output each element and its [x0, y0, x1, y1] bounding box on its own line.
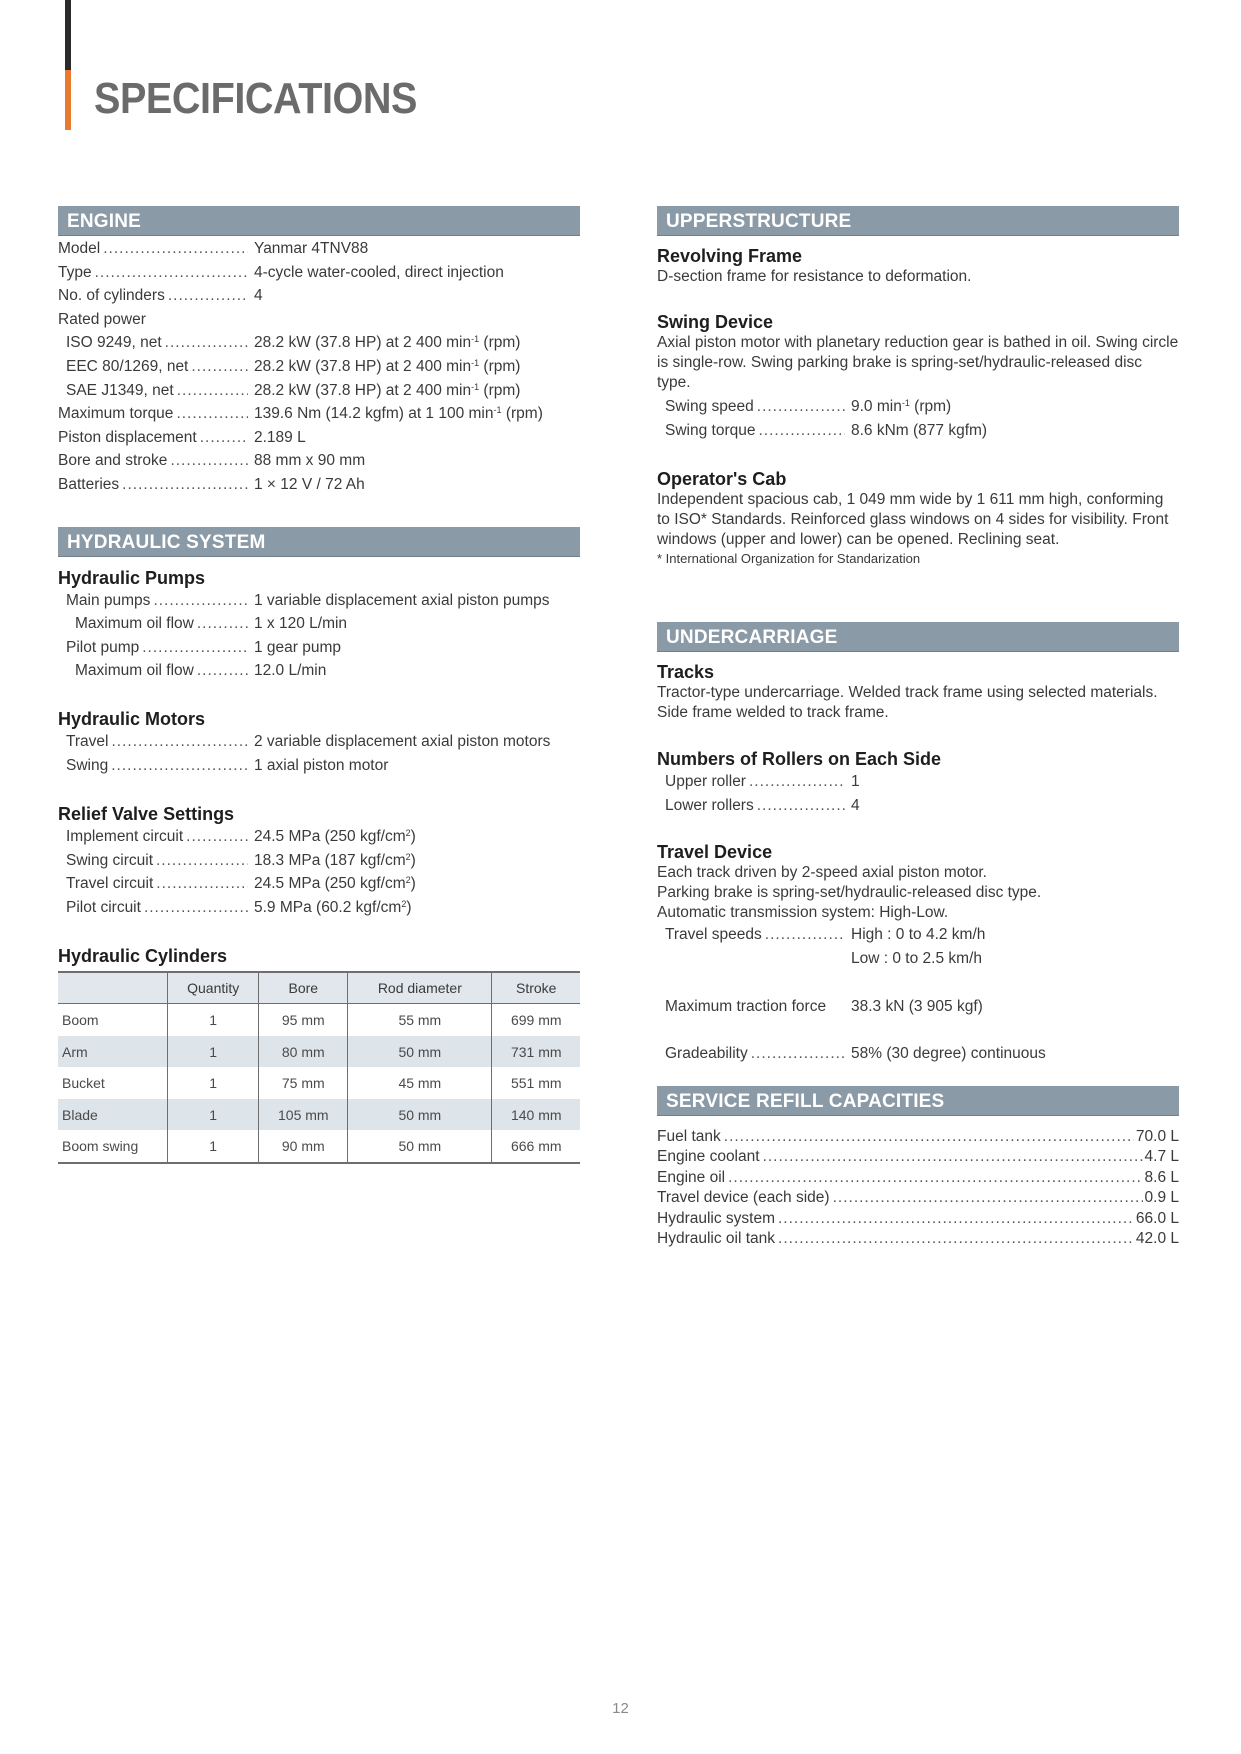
spec-value: 38.3 kN (3 905 kgf)	[851, 997, 983, 1015]
spec-row	[58, 589, 580, 613]
table-cell: 1	[168, 1004, 259, 1036]
spec-row	[657, 1042, 1179, 1066]
rollers-title: Numbers of Rollers on Each Side	[657, 749, 942, 770]
spec-row	[657, 770, 1179, 794]
table-cell: 140 mm	[492, 1099, 580, 1131]
spec-row	[58, 754, 580, 778]
spec-row	[58, 449, 580, 473]
spec-row	[58, 896, 580, 920]
cab-footnote: * International Organization for Standarization	[657, 551, 921, 567]
relief-title: Relief Valve Settings	[58, 804, 235, 825]
spec-row	[657, 794, 1179, 818]
capacity-label: Hydraulic oil tank	[657, 1230, 776, 1248]
spec-label: Maximum traction force	[665, 997, 827, 1015]
refill-section	[657, 1086, 1179, 1250]
upperstructure-section	[657, 206, 1179, 568]
table-cell: 1	[168, 1067, 259, 1099]
spec-row	[58, 612, 580, 636]
table-cell: 80 mm	[259, 1036, 348, 1068]
spec-row	[58, 825, 580, 849]
spec-label: Maximum oil flow	[75, 615, 194, 633]
table-cell: 75 mm	[259, 1067, 348, 1099]
spec-label: Pilot circuit	[66, 898, 141, 916]
spec-value: Low : 0 to 2.5 km/h	[851, 949, 982, 967]
spec-value: 28.2 kW (37.8 HP) at 2 400 $\min^{-1} (rpm)$	[254, 381, 521, 399]
table-cell: Boom swing	[58, 1130, 168, 1163]
spec-row	[657, 947, 1179, 971]
spec-value: 1 × 12 V / 72 Ah	[254, 475, 365, 493]
accent-bar-dark	[65, 0, 71, 70]
capacity-value: 66.0 L	[1135, 1209, 1179, 1227]
travel-text-line: Parking brake is spring-set/hydraulic-released disc type.	[657, 884, 1042, 902]
motors-title: Hydraulic Motors	[58, 708, 206, 729]
table-cell: 731 mm	[492, 1036, 580, 1068]
spec-row	[58, 849, 580, 873]
spec-value: 1 axial piston motor	[254, 756, 389, 774]
capacity-row	[657, 1209, 1179, 1230]
left-column	[58, 206, 580, 1164]
table-cell: Bucket	[62, 1075, 105, 1092]
revolving-title: Revolving Frame	[657, 246, 803, 266]
capacity-label: Hydraulic system	[657, 1209, 775, 1227]
spec-row	[58, 636, 580, 660]
spec-row	[657, 419, 1179, 443]
page-title: SPECIFICATIONS	[94, 74, 418, 123]
table-cell: 55 mm	[348, 1004, 492, 1036]
spec-value: 28.2 kW (37.8 HP) at 2 400 $\min^{-1} (rpm)$	[254, 334, 521, 352]
spec-label: Batteries	[58, 475, 120, 493]
spec-value: 4	[851, 796, 860, 814]
spec-label: Swing torque	[665, 421, 756, 439]
table-cell: 105 mm	[259, 1099, 348, 1131]
spec-label: Main pumps	[66, 591, 151, 609]
spec-value: 28.2 kW (37.8 HP) at 2 400 $\min^{-1} (rpm)$	[254, 357, 521, 375]
spec-label: Implement circuit	[66, 828, 184, 846]
spec-label: Swing circuit	[66, 851, 153, 869]
spec-row	[58, 730, 580, 754]
table-cell: 1	[168, 1130, 259, 1163]
right-column	[657, 206, 1179, 1250]
table-header	[58, 972, 168, 1004]
spec-label: Piston displacement	[58, 428, 197, 446]
spec-label: Lower rollers	[665, 796, 754, 814]
table-row	[58, 1004, 580, 1036]
spec-value: 2 variable displacement axial piston motors	[254, 732, 551, 750]
spec-row	[58, 379, 580, 403]
spec-value: 24.5 MPa (250 kgf/$cm^2$)	[254, 828, 416, 846]
table-cell: 50 mm	[348, 1099, 492, 1131]
spec-value: 1	[851, 773, 860, 791]
table-header: Quantity	[168, 972, 259, 1004]
table-cell: 1	[168, 1036, 259, 1068]
capacity-value: 0.9 L	[1144, 1189, 1179, 1207]
spec-value: 5.9 MPa (60.2 kgf/$cm^2$)	[254, 898, 412, 916]
table-cell: 90 mm	[259, 1130, 348, 1163]
spec-value: 4	[254, 287, 263, 305]
spec-value: 1 gear pump	[254, 638, 342, 656]
spec-row	[58, 261, 580, 285]
spec-value: 1 variable displacement axial piston pumps	[254, 591, 550, 609]
accent-bar-orange	[65, 70, 71, 130]
revolving-text: D-section frame for resistance to deformation.	[657, 268, 972, 285]
capacity-value: 8.6 L	[1144, 1168, 1179, 1186]
spec-label: Swing	[66, 756, 109, 774]
engine-heading: ENGINE	[58, 206, 580, 236]
spec-value: 139.6 Nm (14.2 kgfm) at 1 100 $\min^{-1} (rpm)$	[254, 405, 543, 423]
travel-text-line: Automatic transmission system: High-Low.	[657, 904, 949, 922]
table-header-row	[58, 972, 580, 1004]
travel-title: Travel Device	[657, 842, 773, 863]
table-header: Rod diameter	[348, 972, 492, 1004]
spec-label: Travel	[66, 732, 109, 750]
spec-label: Upper roller	[665, 773, 746, 791]
table-row	[58, 1067, 580, 1099]
travel-text-line: Each track driven by 2-speed axial piston motor.	[657, 864, 987, 882]
spec-label: Maximum oil flow	[75, 662, 194, 680]
capacity-row	[657, 1188, 1179, 1209]
hydraulic-heading: HYDRAULIC SYSTEM	[58, 527, 580, 557]
spec-value: 12.0 L/min	[254, 662, 327, 680]
spec-value: 4-cycle water-cooled, direct injection	[254, 263, 504, 281]
spec-label: Swing speed	[665, 398, 754, 415]
table-cell: 50 mm	[348, 1036, 492, 1068]
spec-label: Model	[58, 240, 101, 257]
table-header: Stroke	[492, 972, 580, 1004]
cylinders-table	[58, 971, 580, 1164]
table-cell: Blade	[58, 1099, 168, 1131]
capacity-label: Engine oil	[657, 1168, 726, 1186]
spec-label: Rated power	[58, 310, 146, 328]
spec-row	[58, 284, 580, 308]
capacity-row	[657, 1229, 1179, 1250]
table-cell: 1	[168, 1099, 259, 1131]
spec-label: Travel speeds	[665, 926, 762, 944]
pumps-title: Hydraulic Pumps	[58, 567, 206, 588]
spec-value: 88 mm x 90 mm	[254, 452, 366, 470]
table-cell: Boom	[62, 1012, 99, 1029]
capacity-label: Travel device (each side)	[657, 1189, 830, 1207]
spec-row	[657, 395, 1179, 419]
engine-section	[58, 206, 580, 497]
spec-label: Pilot pump	[66, 638, 140, 656]
spec-value: 1 x 120 L/min	[254, 615, 348, 633]
capacity-row	[657, 1147, 1179, 1168]
spec-label: Type	[58, 263, 92, 281]
tracks-title: Tracks	[657, 662, 715, 683]
table-cell: 699 mm	[492, 1004, 580, 1036]
upperstructure-heading: UPPERSTRUCTURE	[657, 206, 1179, 236]
spec-value: 8.6 kNm (877 kgfm)	[851, 421, 988, 439]
table-cell: 666 mm	[492, 1130, 580, 1163]
page-number: 12	[612, 1700, 629, 1717]
table-row	[58, 1130, 580, 1163]
spec-value: Yanmar 4TNV88	[254, 240, 369, 257]
table-header: Bore	[259, 972, 348, 1004]
table-cell: 551 mm	[492, 1067, 580, 1099]
spec-row	[657, 923, 1179, 947]
table-cell: Arm	[58, 1036, 168, 1068]
spec-row	[58, 331, 580, 355]
cab-text: Independent spacious cab, 1 049 mm wide by 1 611 mm high, conforming to ISO* Standards. Reinforced glass windows on 4 sides for visibility. Front windows (upper and lower) can be opened. Reclining seat.	[657, 491, 1169, 549]
table-cell: 50 mm	[348, 1130, 492, 1163]
spec-row	[58, 237, 580, 261]
spec-label: Travel circuit	[66, 875, 154, 893]
spec-row	[58, 308, 580, 332]
spec-label: Bore and stroke	[58, 452, 168, 470]
spec-row	[58, 872, 580, 896]
capacity-row	[657, 1168, 1179, 1189]
cylinders-title: Hydraulic Cylinders	[58, 946, 228, 967]
swing-text: Axial piston motor with planetary reduction gear is bathed in oil. Swing circle is single-row. Swing parking brake is spring-set/hydraulic-released disc type.	[657, 334, 1179, 391]
capacity-label: Fuel tank	[657, 1127, 721, 1145]
tracks-text: Tractor-type undercarriage. Welded track frame using selected materials. Side frame welded to track frame.	[657, 684, 1158, 722]
table-cell: 45 mm	[348, 1067, 492, 1099]
capacity-row	[657, 1127, 1179, 1148]
spec-label: Maximum torque	[58, 405, 174, 423]
spec-label: Gradeability	[665, 1045, 748, 1063]
cab-title: Operator's Cab	[657, 469, 787, 490]
spec-value: 58% (30 degree) continuous	[851, 1045, 1046, 1063]
spec-row	[58, 473, 580, 497]
swing-title: Swing Device	[657, 312, 774, 332]
spec-value: 18.3 MPa (187 kgf/$cm^2$)	[254, 851, 416, 869]
capacity-value: 70.0 L	[1135, 1127, 1179, 1145]
capacity-value: 42.0 L	[1135, 1230, 1179, 1248]
spec-row	[58, 402, 580, 426]
spec-value: High : 0 to 4.2 km/h	[851, 926, 986, 944]
spec-value: 2.189 L	[254, 428, 306, 446]
spec-row	[657, 995, 1179, 1019]
table-cell: 95 mm	[259, 1004, 348, 1036]
capacity-label: Engine coolant	[657, 1148, 760, 1166]
spec-value: 24.5 MPa (250 kgf/$cm^2$)	[254, 875, 416, 893]
spec-label: ISO 9249, net	[66, 334, 162, 352]
hydraulic-section	[58, 527, 580, 1164]
spec-label: EEC 80/1269, net	[66, 357, 189, 375]
spec-label: SAE J1349, net	[66, 381, 174, 399]
spec-label: No. of cylinders	[58, 287, 165, 305]
table-row	[58, 1099, 580, 1131]
undercarriage-section	[657, 622, 1179, 1066]
refill-heading: SERVICE REFILL CAPACITIES	[657, 1086, 1179, 1116]
spec-row	[58, 355, 580, 379]
spec-row	[58, 426, 580, 450]
capacity-value: 4.7 L	[1144, 1148, 1179, 1166]
table-row	[58, 1036, 580, 1068]
spec-row	[58, 659, 580, 683]
spec-value: 9.0 $\min^{-1} (rpm)$	[851, 398, 952, 415]
undercarriage-heading: UNDERCARRIAGE	[657, 622, 1179, 652]
